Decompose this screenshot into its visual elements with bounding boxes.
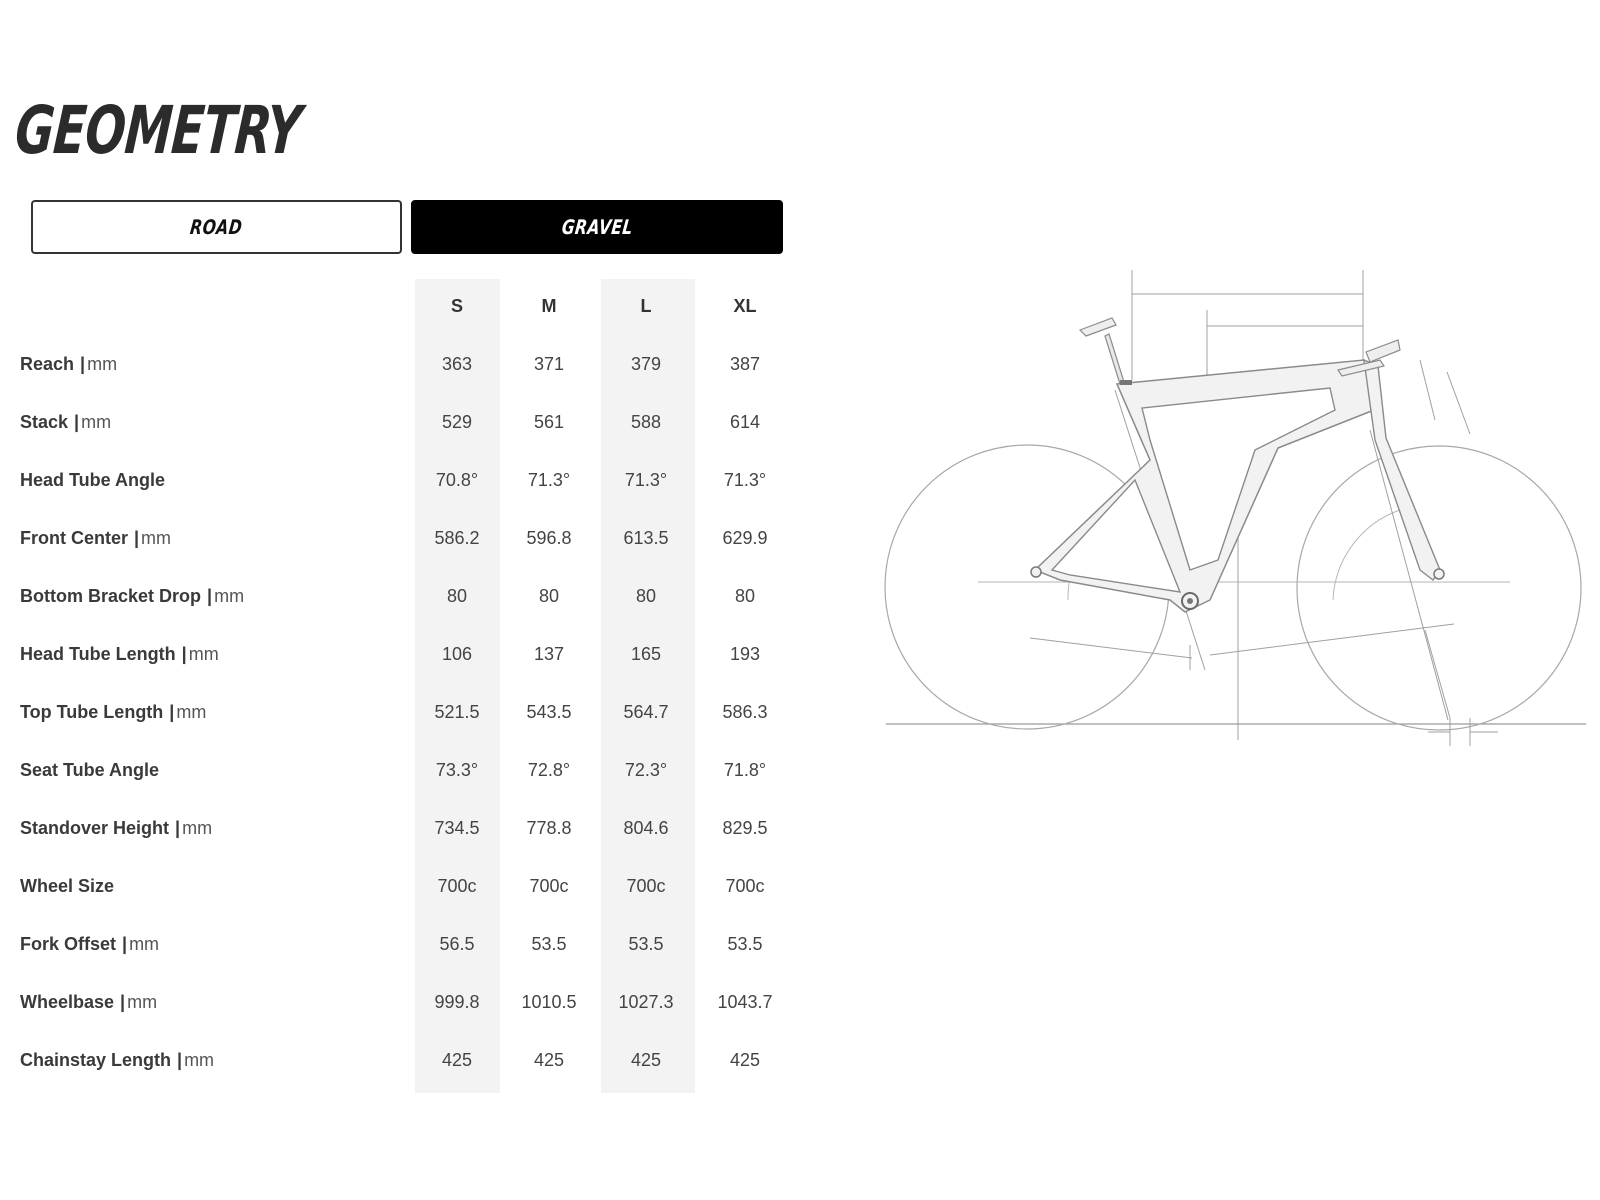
- row-label: [20, 465, 165, 495]
- table-cell: 165: [630, 644, 662, 664]
- row-label: [20, 407, 111, 437]
- row-label-unit: mm: [188, 644, 219, 664]
- table-cell: 629.9: [722, 528, 768, 548]
- table-cell: 53.5: [727, 934, 763, 954]
- table-row: [0, 581, 800, 639]
- table-cell: 521.5: [434, 702, 480, 722]
- size-header-xl[interactable]: XL: [733, 296, 757, 316]
- table-cell: 137: [533, 644, 565, 664]
- table-cell: 387: [729, 354, 761, 374]
- table-cell: 72.3°: [624, 760, 668, 780]
- row-label-unit: mm: [141, 528, 172, 548]
- row-label-text: Seat Tube Angle: [20, 760, 160, 780]
- table-cell: 425: [729, 1050, 761, 1070]
- row-label-text: Bottom Bracket Drop: [20, 586, 202, 606]
- row-label-text: Fork Offset: [20, 934, 117, 954]
- row-label-separator: |: [207, 586, 213, 606]
- table-row: [0, 929, 800, 987]
- table-row: [0, 987, 800, 1045]
- page-title: GEOMETRY: [12, 92, 304, 169]
- row-label: [20, 523, 171, 553]
- table-cell: 829.5: [722, 818, 768, 838]
- row-label: [20, 987, 157, 1017]
- row-label-separator: |: [134, 528, 140, 548]
- row-label-unit: mm: [87, 354, 118, 374]
- table-cell: 71.3°: [527, 470, 571, 490]
- table-cell: 53.5: [531, 934, 567, 954]
- table-cell: 588: [630, 412, 662, 432]
- table-cell: 71.3°: [723, 470, 767, 490]
- row-label-separator: |: [122, 934, 128, 954]
- row-label-text: Stack: [20, 412, 69, 432]
- table-cell: 700c: [626, 876, 666, 896]
- table-cell: 71.8°: [723, 760, 767, 780]
- table-cell: 425: [533, 1050, 565, 1070]
- row-label-text: Reach: [20, 354, 75, 374]
- row-label: [20, 697, 206, 727]
- row-label-text: Head Tube Length: [20, 644, 176, 664]
- table-cell: 700c: [529, 876, 569, 896]
- table-row: [0, 523, 800, 581]
- table-cell: 371: [533, 354, 565, 374]
- row-label: [20, 871, 114, 901]
- row-label-unit: mm: [127, 992, 158, 1012]
- table-cell: 70.8°: [435, 470, 479, 490]
- table-cell: 778.8: [526, 818, 572, 838]
- row-label-text: Wheel Size: [20, 876, 115, 896]
- size-header-s[interactable]: S: [450, 296, 463, 316]
- table-cell: 586.2: [434, 528, 480, 548]
- row-label-text: Chainstay Length: [20, 1050, 172, 1070]
- table-cell: 72.8°: [527, 760, 571, 780]
- table-cell: 586.3: [722, 702, 768, 722]
- table-cell: 53.5: [628, 934, 664, 954]
- table-cell: 804.6: [623, 818, 669, 838]
- row-label-text: Front Center: [20, 528, 128, 548]
- table-cell: 73.3°: [435, 760, 479, 780]
- table-cell: 363: [441, 354, 473, 374]
- table-cell: 700c: [725, 876, 765, 896]
- table-row: [0, 465, 800, 523]
- table-cell: 613.5: [623, 528, 669, 548]
- row-label-separator: |: [169, 702, 175, 722]
- table-cell: 1010.5: [521, 992, 577, 1012]
- row-label: [20, 929, 159, 959]
- table-cell: 614: [729, 412, 761, 432]
- table-cell: 543.5: [526, 702, 572, 722]
- table-cell: 106: [441, 644, 473, 664]
- row-label-unit: mm: [182, 818, 213, 838]
- table-cell: 56.5: [439, 934, 475, 954]
- bike-geometry-diagram: [880, 270, 1600, 760]
- row-label: [20, 755, 159, 785]
- row-label-separator: |: [120, 992, 126, 1012]
- table-cell: 734.5: [434, 818, 480, 838]
- row-label-text: Top Tube Length: [20, 702, 164, 722]
- table-cell: 1027.3: [618, 992, 674, 1012]
- table-cell: 425: [630, 1050, 662, 1070]
- row-label-separator: |: [181, 644, 187, 664]
- table-row: [0, 1045, 800, 1103]
- row-label-text: Head Tube Angle: [20, 470, 166, 490]
- table-cell: 80: [446, 586, 468, 606]
- row-label: [20, 813, 212, 843]
- table-row: [0, 639, 800, 697]
- row-label-unit: mm: [184, 1050, 215, 1070]
- tab-road-label: ROAD: [189, 215, 244, 239]
- row-label: [20, 639, 219, 669]
- table-cell: 564.7: [623, 702, 669, 722]
- row-label: [20, 581, 244, 611]
- size-header-l[interactable]: L: [640, 296, 652, 316]
- table-cell: 193: [729, 644, 761, 664]
- table-cell: 80: [538, 586, 560, 606]
- table-row: [0, 407, 800, 465]
- table-row: [0, 871, 800, 929]
- row-label-separator: |: [177, 1050, 183, 1070]
- row-label-separator: |: [80, 354, 86, 374]
- row-label-separator: |: [74, 412, 80, 432]
- table-cell: 529: [441, 412, 473, 432]
- table-cell: 700c: [437, 876, 477, 896]
- table-row: [0, 697, 800, 755]
- table-cell: 1043.7: [717, 992, 773, 1012]
- size-header-m[interactable]: M: [541, 296, 557, 316]
- table-cell: 561: [533, 412, 565, 432]
- tab-gravel-label: GRAVEL: [560, 215, 634, 239]
- table-cell: 379: [630, 354, 662, 374]
- tab-road[interactable]: [31, 200, 402, 254]
- table-row: [0, 349, 800, 407]
- table-cell: 596.8: [526, 528, 572, 548]
- row-label-text: Wheelbase: [20, 992, 115, 1012]
- table-cell: 80: [635, 586, 657, 606]
- row-label: [20, 1045, 214, 1075]
- table-cell: 999.8: [434, 992, 480, 1012]
- table-cell: 80: [734, 586, 756, 606]
- table-cell: 425: [441, 1050, 473, 1070]
- row-label-unit: mm: [129, 934, 160, 954]
- row-label-text: Standover Height: [20, 818, 170, 838]
- row-label-unit: mm: [81, 412, 112, 432]
- table-row: [0, 755, 800, 813]
- tab-gravel[interactable]: [411, 200, 783, 254]
- row-label-unit: mm: [214, 586, 245, 606]
- row-label-unit: mm: [176, 702, 207, 722]
- row-label-separator: |: [175, 818, 181, 838]
- row-label: [20, 349, 117, 379]
- table-cell: 71.3°: [624, 470, 668, 490]
- table-row: [0, 813, 800, 871]
